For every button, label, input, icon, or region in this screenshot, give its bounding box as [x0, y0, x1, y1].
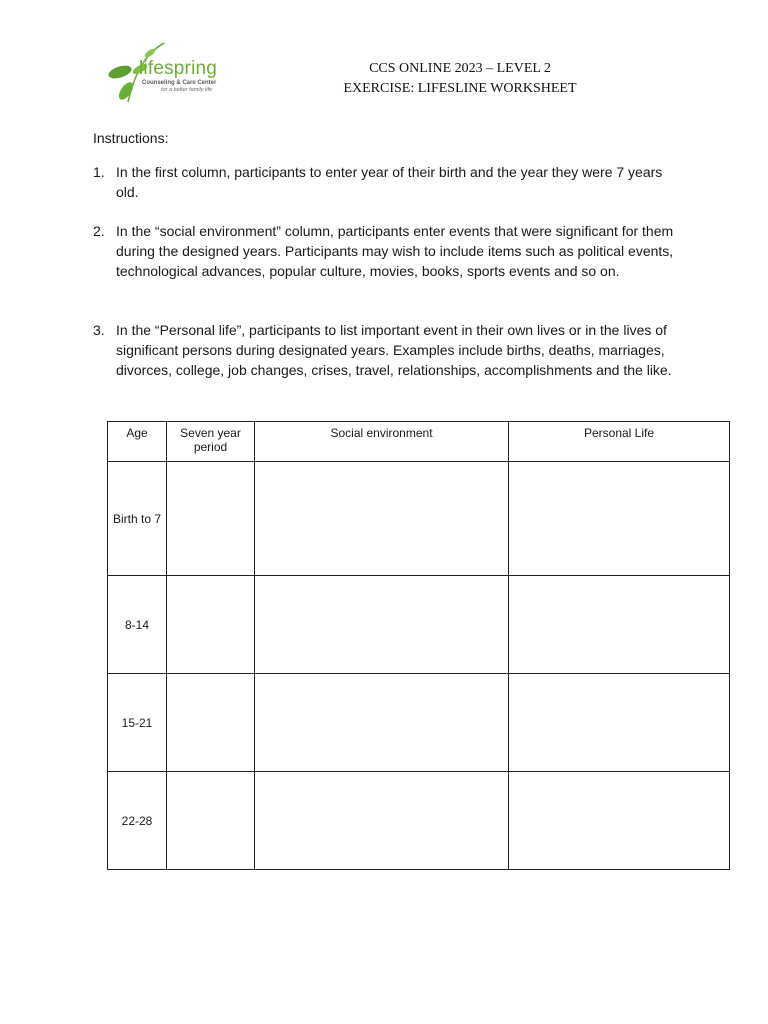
table-row: [108, 462, 730, 576]
personal-life-cell[interactable]: [509, 576, 730, 674]
header-social-environment: Social environment: [255, 422, 509, 462]
instruction-text: In the “social environment” column, participants enter events that were significant for them during the designed years. Participants may wish to include items such as political events, technological advances, popular culture, movies, books, sports events and so on.: [116, 223, 674, 279]
instruction-item-3: [93, 320, 683, 380]
personal-life-cell[interactable]: [509, 462, 730, 576]
seven-year-period-cell[interactable]: [167, 462, 255, 576]
personal-life-cell[interactable]: [509, 674, 730, 772]
instructions-heading: Instructions:: [93, 130, 169, 146]
social-environment-cell[interactable]: [255, 462, 509, 576]
age-cell: 8-14: [108, 576, 167, 674]
personal-life-cell[interactable]: [509, 772, 730, 870]
table-row: [108, 674, 730, 772]
logo-subtitle: Counseling & Care Center: [142, 80, 217, 86]
social-environment-cell[interactable]: [255, 772, 509, 870]
seven-year-period-cell[interactable]: [167, 674, 255, 772]
logo-wordmark: lifespring: [139, 58, 218, 79]
document-title-line-1: CCS ONLINE 2023 – LEVEL 2: [369, 61, 551, 76]
seven-year-period-cell[interactable]: [167, 576, 255, 674]
instruction-text: In the “Personal life”, participants to list important event in their own lives or in the lives of significant persons during designated years. Examples include births, deaths, marriages, divorces, college, job changes, crises, travel, relationships, accomplishments and the like.: [116, 322, 672, 378]
instruction-number: 2.: [93, 223, 105, 239]
lifeline-worksheet-table: [107, 421, 730, 870]
age-cell: 22-28: [108, 772, 167, 870]
header-seven-year-period: Seven year period: [167, 422, 255, 462]
age-cell: 15-21: [108, 674, 167, 772]
seven-year-period-cell[interactable]: [167, 772, 255, 870]
table-row: [108, 772, 730, 870]
instruction-item-2: [93, 221, 683, 281]
logo-tagline: for a better family life: [161, 87, 213, 93]
social-environment-cell[interactable]: [255, 674, 509, 772]
social-environment-cell[interactable]: [255, 576, 509, 674]
age-cell: Birth to 7: [108, 462, 167, 576]
instruction-item-1: [93, 162, 683, 202]
instruction-number: 1.: [93, 164, 105, 180]
lifespring-logo: [106, 40, 238, 106]
header-personal-life: Personal Life: [509, 422, 730, 462]
instruction-number: 3.: [93, 322, 105, 338]
instruction-text: In the first column, participants to enter year of their birth and the year they were 7 years old.: [116, 164, 663, 200]
header-age: Age: [108, 422, 167, 462]
table-row: [108, 576, 730, 674]
table-header-row: [108, 422, 730, 462]
document-title-line-2: EXERCISE: LIFESLINE WORKSHEET: [343, 81, 577, 96]
